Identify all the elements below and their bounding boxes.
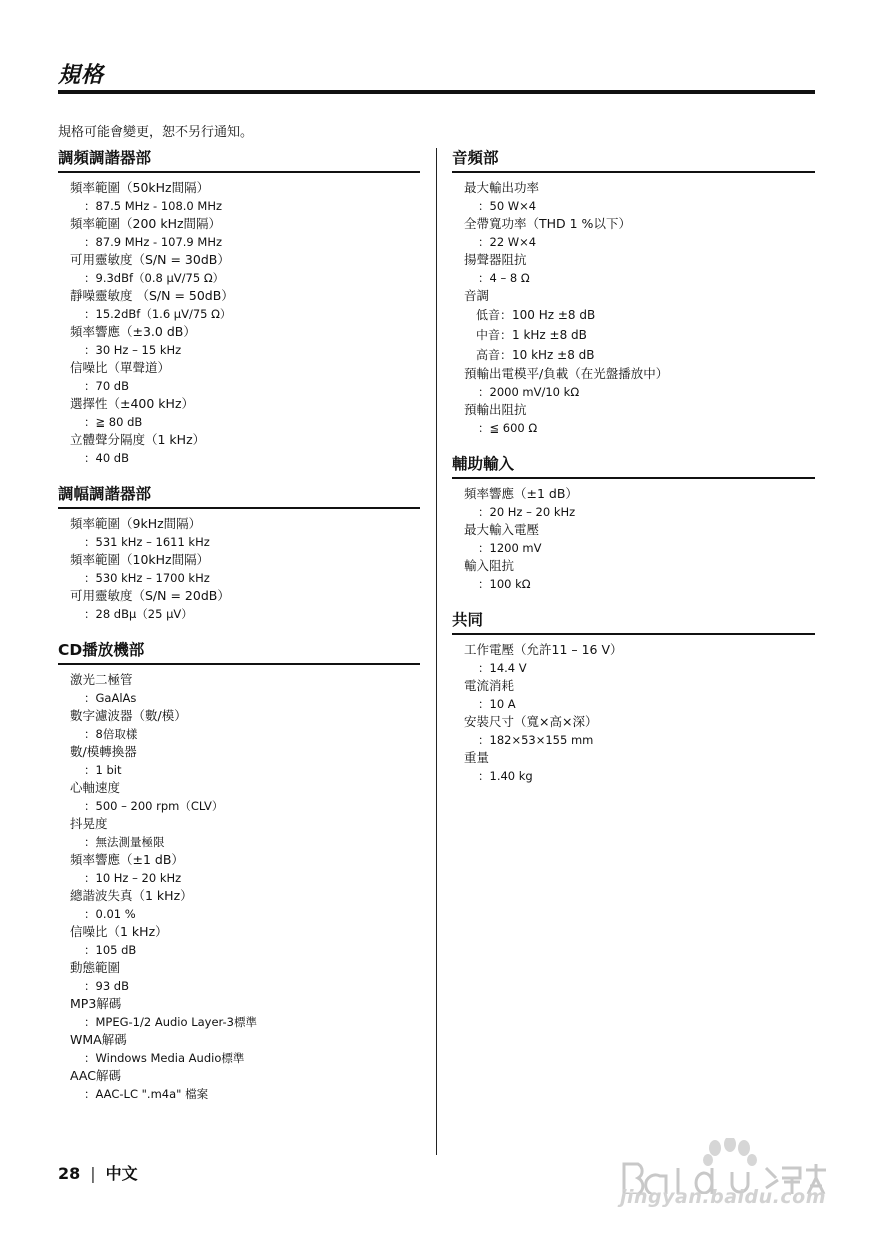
- spec-item: [58, 179, 420, 215]
- spec-value: ：15.2dBf（1.6 μV/75 Ω）: [84, 307, 232, 321]
- spec-item: [452, 641, 815, 677]
- spec-label: 音調: [464, 288, 490, 303]
- spec-item: [58, 395, 420, 431]
- spec-item: [452, 251, 815, 287]
- spec-item: [452, 401, 815, 437]
- section-title: 共同: [452, 610, 815, 635]
- spec-label: 靜噪靈敏度 （S/N = 50dB）: [70, 288, 234, 303]
- spec-label: 輸入阻抗: [464, 558, 515, 573]
- spec-value: ：1 bit: [84, 763, 122, 777]
- spec-label: 立體聲分隔度（1 kHz）: [70, 432, 206, 447]
- spec-label: 信噪比（1 kHz）: [70, 924, 168, 939]
- spec-item: [58, 1031, 420, 1067]
- spec-item: [58, 959, 420, 995]
- spec-value: ：≦ 600 Ω: [478, 421, 538, 435]
- spec-label: 頻率範圍（10kHz間隔）: [70, 552, 210, 567]
- spec-item: [452, 749, 815, 785]
- spec-value: ：1.40 kg: [478, 769, 533, 783]
- spec-value: ：28 dBμ（25 μV）: [84, 607, 193, 621]
- spec-value: ：10 A: [478, 697, 516, 711]
- spec-label: 重量: [464, 750, 490, 765]
- spec-subvalue: 低音：100 Hz ±8 dB: [476, 308, 596, 322]
- spec-item: [452, 713, 815, 749]
- spec-subvalue: 中音：1 kHz ±8 dB: [476, 328, 587, 342]
- spec-label: 全帶寬功率（THD 1 %以下）: [464, 216, 631, 231]
- footer-language: 中文: [105, 1164, 138, 1183]
- spec-item: [58, 815, 420, 851]
- spec-item: [58, 323, 420, 359]
- spec-item: [58, 887, 420, 923]
- spec-label: 頻率響應（±1 dB）: [464, 486, 578, 501]
- spec-section: [452, 610, 815, 785]
- spec-value: ：Windows Media Audio標準: [84, 1051, 245, 1065]
- spec-value: ：530 kHz – 1700 kHz: [84, 571, 210, 585]
- watermark-url: jingyan.baidu.com: [620, 1186, 826, 1208]
- spec-value: ：50 W×4: [478, 199, 537, 213]
- spec-label: 安裝尺寸（寬×高×深）: [464, 714, 598, 729]
- spec-value: ：500 – 200 rpm（CLV）: [84, 799, 224, 813]
- spec-label: 頻率響應（±1 dB）: [70, 852, 184, 867]
- spec-label: 最大輸入電壓: [464, 522, 540, 537]
- spec-item: [58, 851, 420, 887]
- spec-value: ：105 dB: [84, 943, 137, 957]
- spec-label: 數字濾波器（數/模）: [70, 708, 187, 723]
- spec-label: 預輸出阻抗: [464, 402, 527, 417]
- section-title: 音頻部: [452, 148, 815, 173]
- spec-value: ：MPEG-1/2 Audio Layer-3標準: [84, 1015, 257, 1029]
- spec-value: ：1200 mV: [478, 541, 542, 555]
- spec-label: 數/模轉換器: [70, 744, 137, 759]
- page-footer: [58, 1161, 138, 1184]
- footer-separator: |: [90, 1164, 96, 1183]
- spec-label: 頻率響應（±3.0 dB）: [70, 324, 196, 339]
- spec-value: ：10 Hz – 20 kHz: [84, 871, 182, 885]
- spec-value: ：182×53×155 mm: [478, 733, 594, 747]
- spec-item: [58, 551, 420, 587]
- spec-item: [58, 1067, 420, 1103]
- spec-item: [452, 287, 815, 365]
- spec-label: 激光二極管: [70, 672, 133, 687]
- spec-label: 可用靈敏度（S/N = 30dB）: [70, 252, 230, 267]
- spec-value: ：≧ 80 dB: [84, 415, 143, 429]
- spec-section: [452, 454, 815, 593]
- spec-item: [452, 179, 815, 215]
- spec-value: ：20 Hz – 20 kHz: [478, 505, 576, 519]
- spec-value: ：87.9 MHz - 107.9 MHz: [84, 235, 223, 249]
- spec-item: [58, 707, 420, 743]
- spec-label: 工作電壓（允許11 – 16 V）: [464, 642, 623, 657]
- spec-label: 心軸速度: [70, 780, 121, 795]
- spec-label: 頻率範圍（50kHz間隔）: [70, 180, 210, 195]
- spec-value: ：22 W×4: [478, 235, 537, 249]
- spec-section: [452, 148, 815, 437]
- section-title: 調幅調諧器部: [58, 484, 420, 509]
- spec-label: 頻率範圍（200 kHz間隔）: [70, 216, 222, 231]
- spec-item: [58, 995, 420, 1031]
- spec-value: ：40 dB: [84, 451, 129, 465]
- spec-item: [58, 743, 420, 779]
- left-column: [58, 148, 420, 1120]
- spec-value: ：AAC-LC ".m4a" 檔案: [84, 1087, 209, 1101]
- spec-value: ：2000 mV/10 kΩ: [478, 385, 580, 399]
- spec-item: [58, 587, 420, 623]
- section-title: CD播放機部: [58, 640, 420, 665]
- spec-value: ：531 kHz – 1611 kHz: [84, 535, 210, 549]
- spec-item: [58, 215, 420, 251]
- spec-item: [58, 431, 420, 467]
- spec-item: [452, 521, 815, 557]
- spec-value: ：8倍取樣: [84, 727, 138, 741]
- spec-item: [58, 287, 420, 323]
- baidu-watermark: [620, 1116, 830, 1226]
- spec-item: [58, 359, 420, 395]
- spec-label: 可用靈敏度（S/N = 20dB）: [70, 588, 230, 603]
- spec-value: ：30 Hz – 15 kHz: [84, 343, 182, 357]
- spec-value: ：93 dB: [84, 979, 129, 993]
- spec-item: [58, 515, 420, 551]
- spec-label: 電流消耗: [464, 678, 515, 693]
- spec-label: 頻率範圍（9kHz間隔）: [70, 516, 202, 531]
- right-column: [452, 148, 815, 802]
- spec-item: [452, 485, 815, 521]
- title-rule: [58, 90, 815, 94]
- page-title: 規格: [58, 63, 105, 88]
- spec-item: [452, 557, 815, 593]
- spec-label: 選擇性（±400 kHz）: [70, 396, 195, 411]
- spec-item: [452, 215, 815, 251]
- spec-value: ：14.4 V: [478, 661, 527, 675]
- spec-item: [452, 365, 815, 401]
- spec-label: 抖晃度: [70, 816, 108, 831]
- spec-label: 總諧波失真（1 kHz）: [70, 888, 193, 903]
- spec-label: 信噪比（單聲道）: [70, 360, 171, 375]
- spec-label: 預輸出電模平/負載（在光盤播放中）: [464, 366, 669, 381]
- spec-item: [58, 671, 420, 707]
- section-title: 調頻調諧器部: [58, 148, 420, 173]
- spec-value: ：9.3dBf（0.8 μV/75 Ω）: [84, 271, 225, 285]
- spec-value: ：GaAlAs: [84, 691, 137, 705]
- spec-label: AAC解碼: [70, 1068, 121, 1083]
- spec-value: ：70 dB: [84, 379, 129, 393]
- spec-item: [58, 923, 420, 959]
- spec-section: [58, 640, 420, 1103]
- spec-item: [58, 251, 420, 287]
- spec-value: ：87.5 MHz - 108.0 MHz: [84, 199, 223, 213]
- spec-label: MP3解碼: [70, 996, 122, 1011]
- spec-section: [58, 148, 420, 467]
- spec-value: ：4 – 8 Ω: [478, 271, 530, 285]
- spec-section: [58, 484, 420, 623]
- spec-value: ：100 kΩ: [478, 577, 531, 591]
- spec-item: [452, 677, 815, 713]
- spec-label: 動態範圍: [70, 960, 121, 975]
- spec-subvalue: 高音：10 kHz ±8 dB: [476, 348, 595, 362]
- spec-value: ：0.01 %: [84, 907, 136, 921]
- page-number: 28: [58, 1164, 81, 1183]
- spec-item: [58, 779, 420, 815]
- spec-label: WMA解碼: [70, 1032, 127, 1047]
- spec-label: 揚聲器阻抗: [464, 252, 527, 267]
- spec-value: ：無法測量極限: [84, 835, 165, 849]
- section-title: 輔助輸入: [452, 454, 815, 479]
- notice-text: 規格可能會變更，恕不另行通知。: [58, 125, 254, 140]
- spec-label: 最大輸出功率: [464, 180, 540, 195]
- column-divider: [436, 148, 437, 1155]
